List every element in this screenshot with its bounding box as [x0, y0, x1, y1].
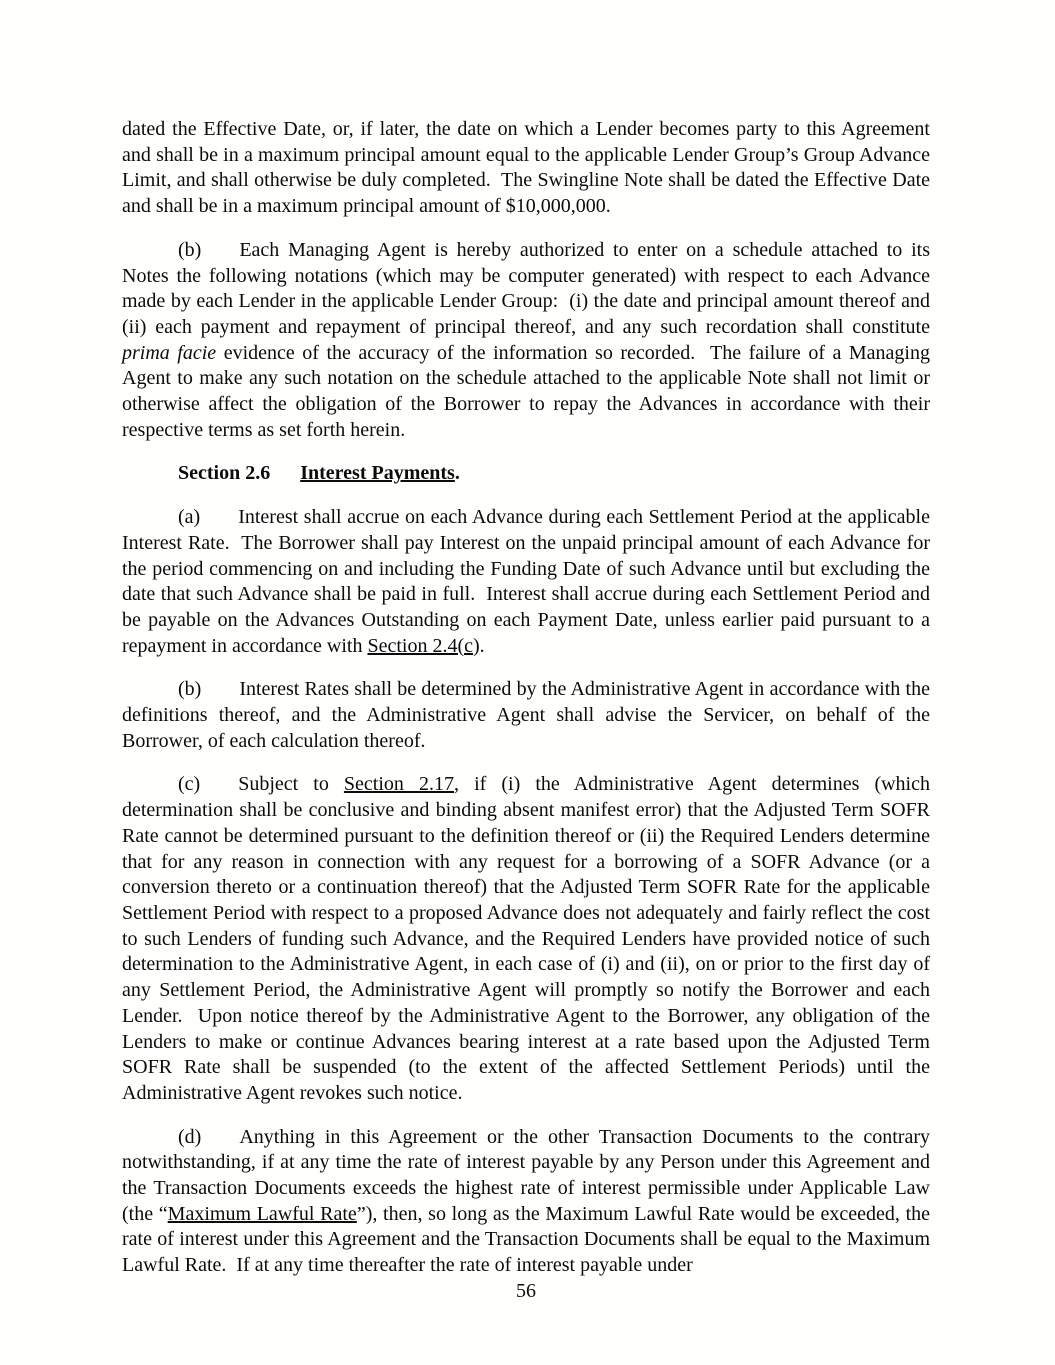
- text-run: .: [479, 634, 485, 657]
- text-run: Interest Payments: [300, 462, 455, 485]
- document-body: [122, 117, 930, 1279]
- text-run: (b): [178, 678, 202, 701]
- paragraph: [122, 1125, 930, 1279]
- paragraph: [122, 238, 930, 444]
- text-run: Anything in this Agreement or the other Transaction Documents to the contrary notwithstanding, if at any time the rate of interest payable by any Person under this Agreement and the Transaction Documents exceeds the highest rate of interest permissible under Applicable Law (the “: [122, 1125, 930, 1225]
- text-run: Subject to: [238, 773, 344, 796]
- text-run: Section 2.6: [178, 462, 271, 485]
- text-run: evidence of the accuracy of the information so recorded. The failure of a Managing Agent to make any such notation on the schedule attached to the applicable Note shall not limit or otherwise affect the obligation of the Borrower to repay the Advances in accordance with their respective terms as set forth herein.: [122, 341, 930, 441]
- text-run: Section 2.4(c): [367, 634, 480, 657]
- paragraph: [122, 677, 930, 754]
- text-run: ”), then, so long as the Maximum Lawful Rate would be exceeded, the rate of interest under this Agreement and the Transaction Documents shall be equal to the Maximum Lawful Rate. If at any time thereafter the rate of interest payable under: [122, 1202, 930, 1277]
- paragraph: [122, 505, 930, 659]
- section-heading: [122, 461, 930, 487]
- text-run: Each Managing Agent is hereby authorized to enter on a schedule attached to its Notes the following notations (which may be computer generated) with respect to each Advance made by each Lender in the applicable Lender Group: (i) the date and principal amount thereof and (ii) each payment and repayment of principal thereof, and any such recordation shall constitute: [122, 238, 930, 338]
- text-run: (b): [178, 238, 202, 261]
- text-run: Interest Rates shall be determined by the Administrative Agent in accordance with the definitions thereof, and the Administrative Agent shall advise the Servicer, on behalf of the Borrower, of each calculation thereof.: [122, 678, 930, 752]
- text-run: (d): [178, 1125, 202, 1148]
- text-run: prima facie: [122, 341, 217, 364]
- paragraph: [122, 117, 930, 220]
- text-run: .: [454, 462, 460, 485]
- text-run: (a): [178, 506, 201, 529]
- text-run: Interest shall accrue on each Advance during each Settlement Period at the applicable Interest Rate. The Borrower shall pay Interest on the unpaid principal amount of each Advance for the period commencing on and including the Funding Date of such Advance until but excluding the date that such Advance shall be paid in full. Interest shall accrue during each Settlement Period and be payable on the Advances Outstanding on each Payment Date, unless earlier paid pursuant to a repayment in accordance with: [122, 506, 930, 657]
- paragraph: [122, 772, 930, 1106]
- text-run: Maximum Lawful Rate: [167, 1202, 357, 1225]
- text-run: dated the Effective Date, or, if later, the date on which a Lender becomes party to this Agreement and shall be in a maximum principal amount equal to the applicable Lender Group’s Group Advance Limit, and shall otherwise be duly completed. The Swingline Note shall be dated the Effective Date and shall be in a maximum principal amount of $10,000,000.: [122, 118, 930, 218]
- text-run: Section 2.17: [343, 773, 454, 796]
- text-run: (c): [178, 773, 201, 796]
- page-number: 56: [516, 1279, 536, 1302]
- text-run: , if (i) the Administrative Agent determines (which determination shall be conclusive and binding absent manifest error) that the Adjusted Term SOFR Rate cannot be determined pursuant to the definition thereof or (ii) the Required Lenders determine that for any reason in connection with any request for a borrowing of a SOFR Advance (or a conversion thereto or a continuation thereof) that the Adjusted Term SOFR Rate for the applicable Settlement Period with respect to a proposed Advance does not adequately and fairly reflect the cost to such Lenders of funding such Advance, and the Required Lenders have provided notice of such determination to the Administrative Agent, in each case of (i) and (ii), on or prior to the first day of any Settlement Period, the Administrative Agent will promptly so notify the Borrower and each Lender. Upon notice thereof by the Administrative Agent to the Borrower, any obligation of the Lenders to make or continue Advances bearing interest at a rate based upon the Adjusted Term SOFR Rate shall be suspended (to the extent of the affected Settlement Periods) until the Administrative Agent revokes such notice.: [122, 773, 930, 1104]
